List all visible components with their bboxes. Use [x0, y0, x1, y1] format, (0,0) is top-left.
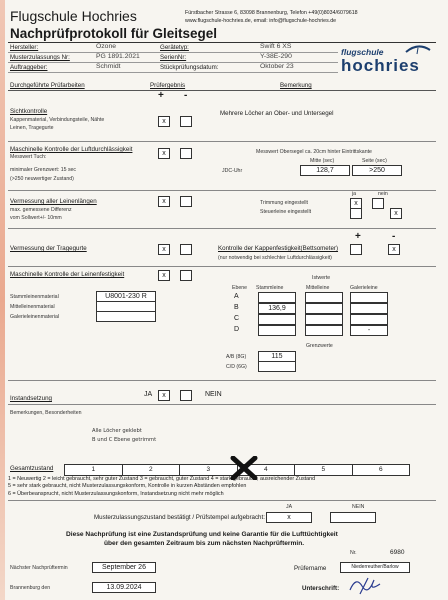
kappe-plus: +: [355, 231, 361, 242]
vermessung-ja: ja: [352, 191, 357, 197]
d-stamm-field[interactable]: [258, 325, 296, 336]
datum-label: Stückprüfungsdatum:: [160, 64, 219, 71]
guarantee-line-1: Diese Nachprüfung ist eine Zustandsprüfung und keine Garantie für die Lufttüchtigkeit: [66, 531, 338, 538]
device-label: JDC-Uhr: [222, 168, 243, 174]
auftrag-value: Schmidt: [96, 63, 121, 70]
steuer-nein-checkbox[interactable]: x: [390, 208, 402, 219]
column-plus: +: [158, 90, 164, 101]
guarantee-line-2: über den gesamten Zeitraum bis zum nächsten Nachprüftermin.: [104, 540, 305, 547]
kappe-minus-checkbox[interactable]: x: [388, 244, 400, 255]
trimm-label: Trimmung eingestellt: [260, 200, 308, 206]
ab-value[interactable]: 115: [258, 351, 296, 362]
d-gal-field[interactable]: -: [350, 325, 388, 336]
mitte-label: Mitte (sec): [310, 158, 335, 164]
place-value[interactable]: 13.09.2024: [92, 582, 156, 593]
gal-label: Galerieleine: [350, 285, 378, 291]
remarks-line-2: B und C Ebene getrimmt: [92, 437, 157, 443]
grenz-label: Grenzwerte: [306, 343, 333, 349]
stempel-ja-checkbox[interactable]: x: [266, 512, 312, 523]
seite-value[interactable]: >250: [352, 165, 402, 176]
remarks-label: Bemerkungen, Besonderheiten: [10, 410, 82, 416]
mittel-label: Mittelleine: [306, 285, 330, 291]
gesamt-label: Gesamtzustand: [10, 465, 54, 472]
luft-minus-checkbox[interactable]: [180, 148, 192, 159]
datum-value: Oktober 23: [260, 63, 294, 70]
trimm-ja-checkbox[interactable]: x: [350, 198, 362, 209]
trimm-nein-checkbox[interactable]: [372, 198, 384, 209]
logo-text-big: hochries: [341, 56, 420, 75]
stamm-mat-label: Stammleinenmaterial: [10, 294, 59, 300]
hersteller-value: Ozone: [96, 43, 117, 50]
instand-nein: NEIN: [205, 391, 222, 398]
vermessung-title: Vermessung aller Leinenlängen: [10, 198, 97, 205]
typ-label: Gerätetyp:: [160, 44, 189, 51]
scale-4[interactable]: 4: [238, 465, 296, 475]
stempel-ja: JA: [286, 504, 293, 510]
b-mittel-field[interactable]: [305, 303, 343, 314]
stempel-nein: NEIN: [352, 504, 365, 510]
next-label: Nächster Nachprüftermin: [10, 565, 68, 571]
signature-scribble-icon: [346, 574, 386, 596]
school-name: Flugschule Hochries: [10, 8, 137, 24]
kappe-sub: (nur notwendig bei schlechter Luftdurchlässigkeit): [218, 255, 332, 261]
address-line-2: www.flugschule-hochries.de, email: info@flugschule-hochries.de: [185, 18, 337, 24]
sicht-sub: Kappenmaterial, Verbindungsteile, Nähte Leinen, Tragegurte: [10, 117, 105, 131]
luft-line-3: (>250 neuwertiger Zustand): [10, 176, 74, 182]
stempel-nein-checkbox[interactable]: [330, 512, 376, 523]
serien-value: Y-38E-290: [260, 53, 292, 60]
vermessung-minus-checkbox[interactable]: [180, 196, 192, 207]
column-arbeiten: Durchgeführte Prüfarbeiten: [10, 82, 85, 89]
sicht-plus-checkbox[interactable]: x: [158, 116, 170, 127]
scale-6[interactable]: 6: [378, 466, 383, 473]
seite-label: Seite (sec): [362, 158, 387, 164]
luft-title: Maschinelle Kontrolle der Luftdurchlässigkeit: [10, 146, 133, 153]
steuer-ja-checkbox[interactable]: [350, 208, 362, 219]
hersteller-label: Hersteller:: [10, 44, 39, 51]
vermessung-line-1: max. gemessene Differenz: [10, 207, 72, 213]
stempel-label: Musterzulassungszustand bestätigt / Prüfstempel aufgebracht:: [94, 514, 265, 521]
b-gal-field[interactable]: [350, 303, 388, 314]
vermessung-nein: nein: [378, 191, 388, 197]
d-mittel-field[interactable]: [305, 325, 343, 336]
istwerte-label: Istwerte: [312, 275, 331, 281]
level-a: A: [234, 293, 239, 300]
auftrag-label: Auftraggeber:: [10, 64, 48, 71]
luft-plus-checkbox[interactable]: x: [158, 148, 170, 159]
pruefer-value[interactable]: Niederreuther/Barlow: [340, 562, 410, 573]
sicht-minus-checkbox[interactable]: [180, 116, 192, 127]
sicht-note: Mehrere Löcher an Ober- und Untersegel: [220, 110, 334, 117]
page-title: Nachprüfprotokoll für Gleitsegel: [10, 26, 218, 41]
trage-minus-checkbox[interactable]: [180, 244, 192, 255]
ebene-label: Ebene: [232, 285, 248, 291]
stamm-mat-value[interactable]: U8001-230 R: [96, 291, 156, 302]
a-gal-field[interactable]: [350, 292, 388, 303]
trage-plus-checkbox[interactable]: x: [158, 244, 170, 255]
gal-mat-value[interactable]: [96, 311, 156, 322]
leinen-plus-checkbox[interactable]: x: [158, 270, 170, 281]
b-stamm-field[interactable]: 136,9: [258, 303, 296, 314]
stamm-label: Stammleine: [256, 285, 284, 291]
steuer-label: Steuerleine eingestellt: [260, 209, 312, 215]
sicht-title: Sichtkontrolle: [10, 108, 48, 115]
level-d: D: [234, 326, 240, 333]
pruefer-label: Prüfername: [294, 565, 327, 572]
column-minus: -: [184, 90, 188, 101]
ab-label: A/B (8G): [226, 354, 247, 360]
logo-text-small: flugschule: [341, 47, 384, 57]
c-mittel-field[interactable]: [305, 314, 343, 325]
mitte-value[interactable]: 128,7: [300, 165, 350, 176]
next-value[interactable]: September 26: [92, 562, 156, 573]
leinen-title: Maschinelle Kontrolle der Leinenfestigkeit: [10, 271, 125, 278]
luft-note: Messwert Obersegel ca. 20cm hinter Eintrittskante: [256, 149, 372, 155]
column-ergebnis: Prüfergebnis: [150, 82, 186, 89]
instand-title: Instandsetzung: [10, 395, 52, 402]
kappe-plus-checkbox[interactable]: [350, 244, 362, 255]
trage-title: Vermessung der Tragegurte: [10, 245, 87, 252]
level-b: B: [234, 304, 239, 311]
title-divider: [8, 42, 436, 43]
legend-line-3: 6 = Überbeansprucht, nicht Musterzulassungskonform, Instandsetzung nicht mehr möglich: [8, 490, 224, 497]
kappe-minus: -: [392, 231, 396, 242]
scale-5[interactable]: 5: [295, 465, 353, 475]
muster-value: PG 1891.2021: [96, 53, 140, 60]
legend-line-2: 5 = sehr stark gebraucht, nicht Musterzulassungskonform, Kontrolle in kurzen Abständen empfohlen: [8, 483, 247, 490]
c-stamm-field[interactable]: [258, 314, 296, 325]
legend-line-1: 1 = Neuwertig 2 = leicht gebraucht, sehr guter Zustand 3 = gebraucht, guter Zustand 4 = stark gebraucht, ausreichender Zustand: [8, 476, 316, 482]
signature-label: Unterschrift:: [302, 585, 340, 592]
a-mittel-field[interactable]: [305, 292, 343, 303]
mittel-mat-label: Mittelleinenmaterial: [10, 304, 55, 310]
vermessung-plus-checkbox[interactable]: x: [158, 196, 170, 207]
cd-value[interactable]: [258, 361, 296, 372]
a-stamm-field[interactable]: [258, 292, 296, 303]
luft-line-2: minimaler Grenzwert: 15 sec: [10, 167, 77, 173]
scale-2[interactable]: 2: [123, 465, 181, 475]
scale-1[interactable]: 1: [65, 465, 123, 475]
typ-value: Swift 6 XS: [260, 43, 292, 50]
column-bemerkung: Bemerkung: [280, 82, 312, 89]
level-c: C: [234, 315, 240, 322]
place-label: Brannenburg den: [10, 585, 51, 591]
instand-ja: JA: [144, 391, 153, 398]
c-gal-field[interactable]: [350, 314, 388, 325]
serien-label: SerienNr:: [160, 54, 187, 61]
address-line-1: Fürstbacher Strasse 6, 83098 Brannenburg, Telefon +49(0)8034/6079618: [185, 10, 358, 16]
muster-label: Musterzulassungs Nr:: [10, 54, 70, 61]
nr-label: Nr.: [350, 550, 357, 556]
luft-line-1: Messwert Tuch:: [10, 154, 47, 160]
vermessung-line-2: vom Sollwert+/- 10mm: [10, 215, 62, 221]
instand-nein-checkbox[interactable]: [180, 390, 192, 401]
scale-3[interactable]: 3: [180, 465, 238, 475]
nr-value: 6980: [390, 549, 405, 556]
school-address: [185, 9, 358, 25]
cd-label: C/D (6G): [226, 364, 247, 370]
remarks-line-1: Alle Löcher geklebt: [92, 428, 142, 434]
gal-mat-label: Galerieleinenmaterial: [10, 314, 60, 320]
kappe-title: Kontrolle der Kappenfestigkeit(Bettsometer): [218, 245, 339, 252]
paraglider-logo-icon: [404, 42, 432, 56]
gesamt-legend: [8, 476, 315, 498]
page-edge: [0, 0, 5, 600]
instand-ja-checkbox[interactable]: x: [158, 390, 170, 401]
leinen-minus-checkbox[interactable]: [180, 270, 192, 281]
